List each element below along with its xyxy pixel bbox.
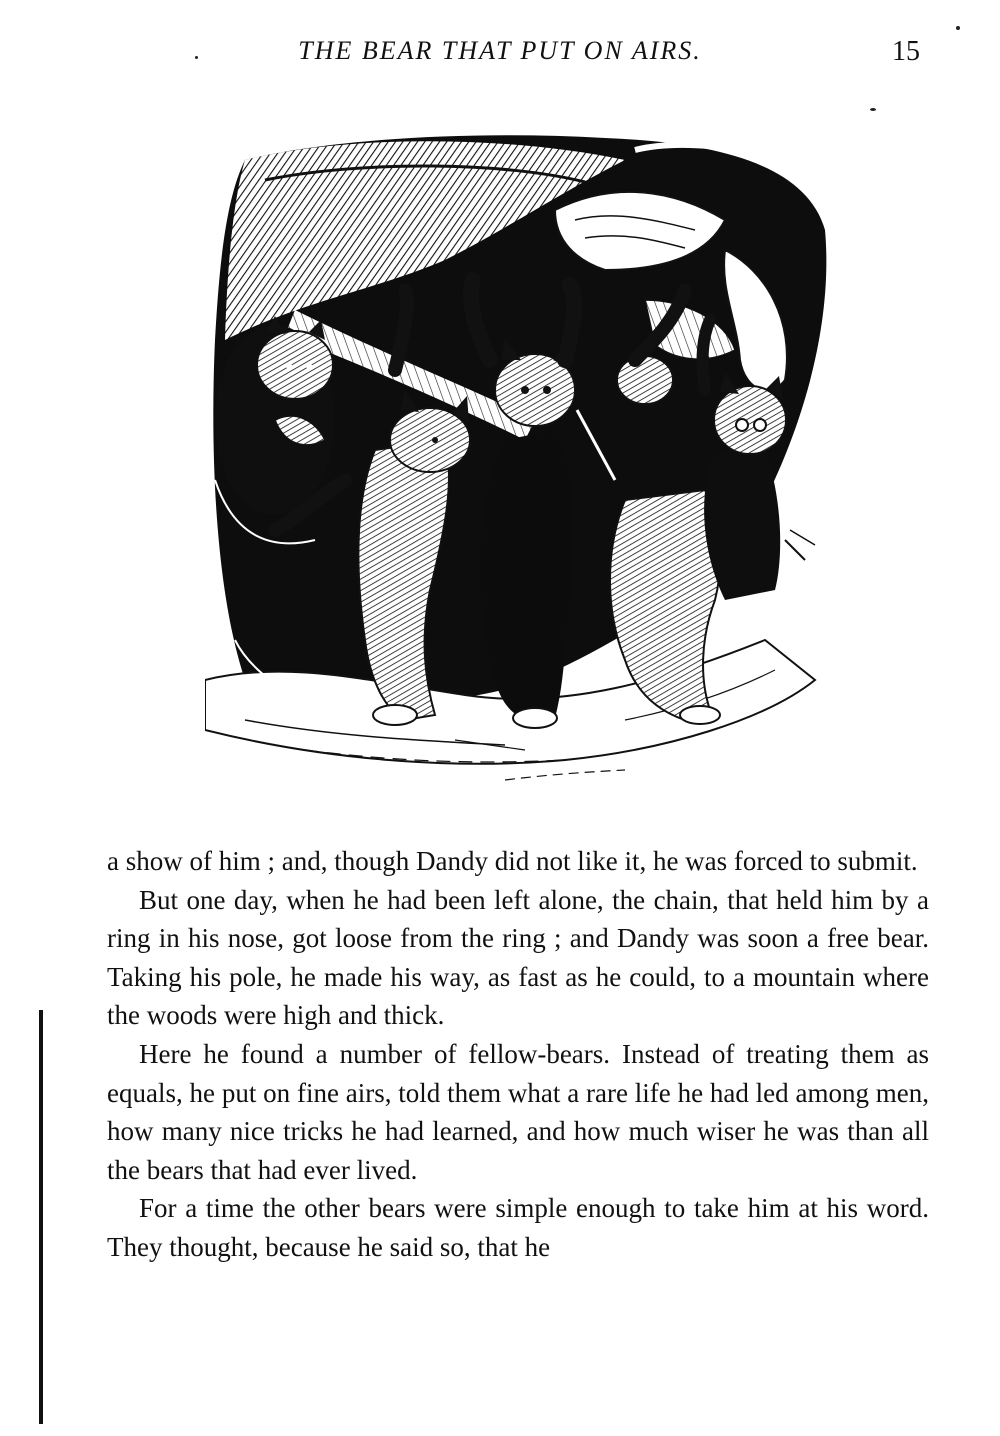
- bear-dance-illustration: [205, 120, 835, 785]
- ink-speck: [195, 56, 198, 59]
- paragraph: a show of him ; and, though Dandy did not like it, he was forced to submit.: [107, 846, 918, 876]
- margin-rule: [39, 1010, 43, 1424]
- ink-speck: [870, 108, 876, 111]
- paragraph: Here he found a number of fellow-bears. Instead of treating them as equals, he put on fine airs, told them what a rare life he had led among men, how many nice tricks he had learned, and how much wiser he was than all the bears that had ever lived.: [107, 1038, 929, 1185]
- page-number: 15: [892, 36, 920, 67]
- ink-speck: [956, 26, 960, 30]
- running-title: THE BEAR THAT PUT ON AIRS.: [298, 36, 702, 65]
- paragraph: For a time the other bears were simple enough to take him at his word. They thought, because he said so, that he: [107, 1193, 929, 1262]
- body-text: [107, 842, 929, 1267]
- paragraph: But one day, when he had been left alone, the chain, that held him by a ring in his nose, got loose from the ring ; and Dandy was soon a free bear. Taking his pole, he made his way, as fast as he could, to a mountain where the woods were high and thick.: [107, 884, 929, 1031]
